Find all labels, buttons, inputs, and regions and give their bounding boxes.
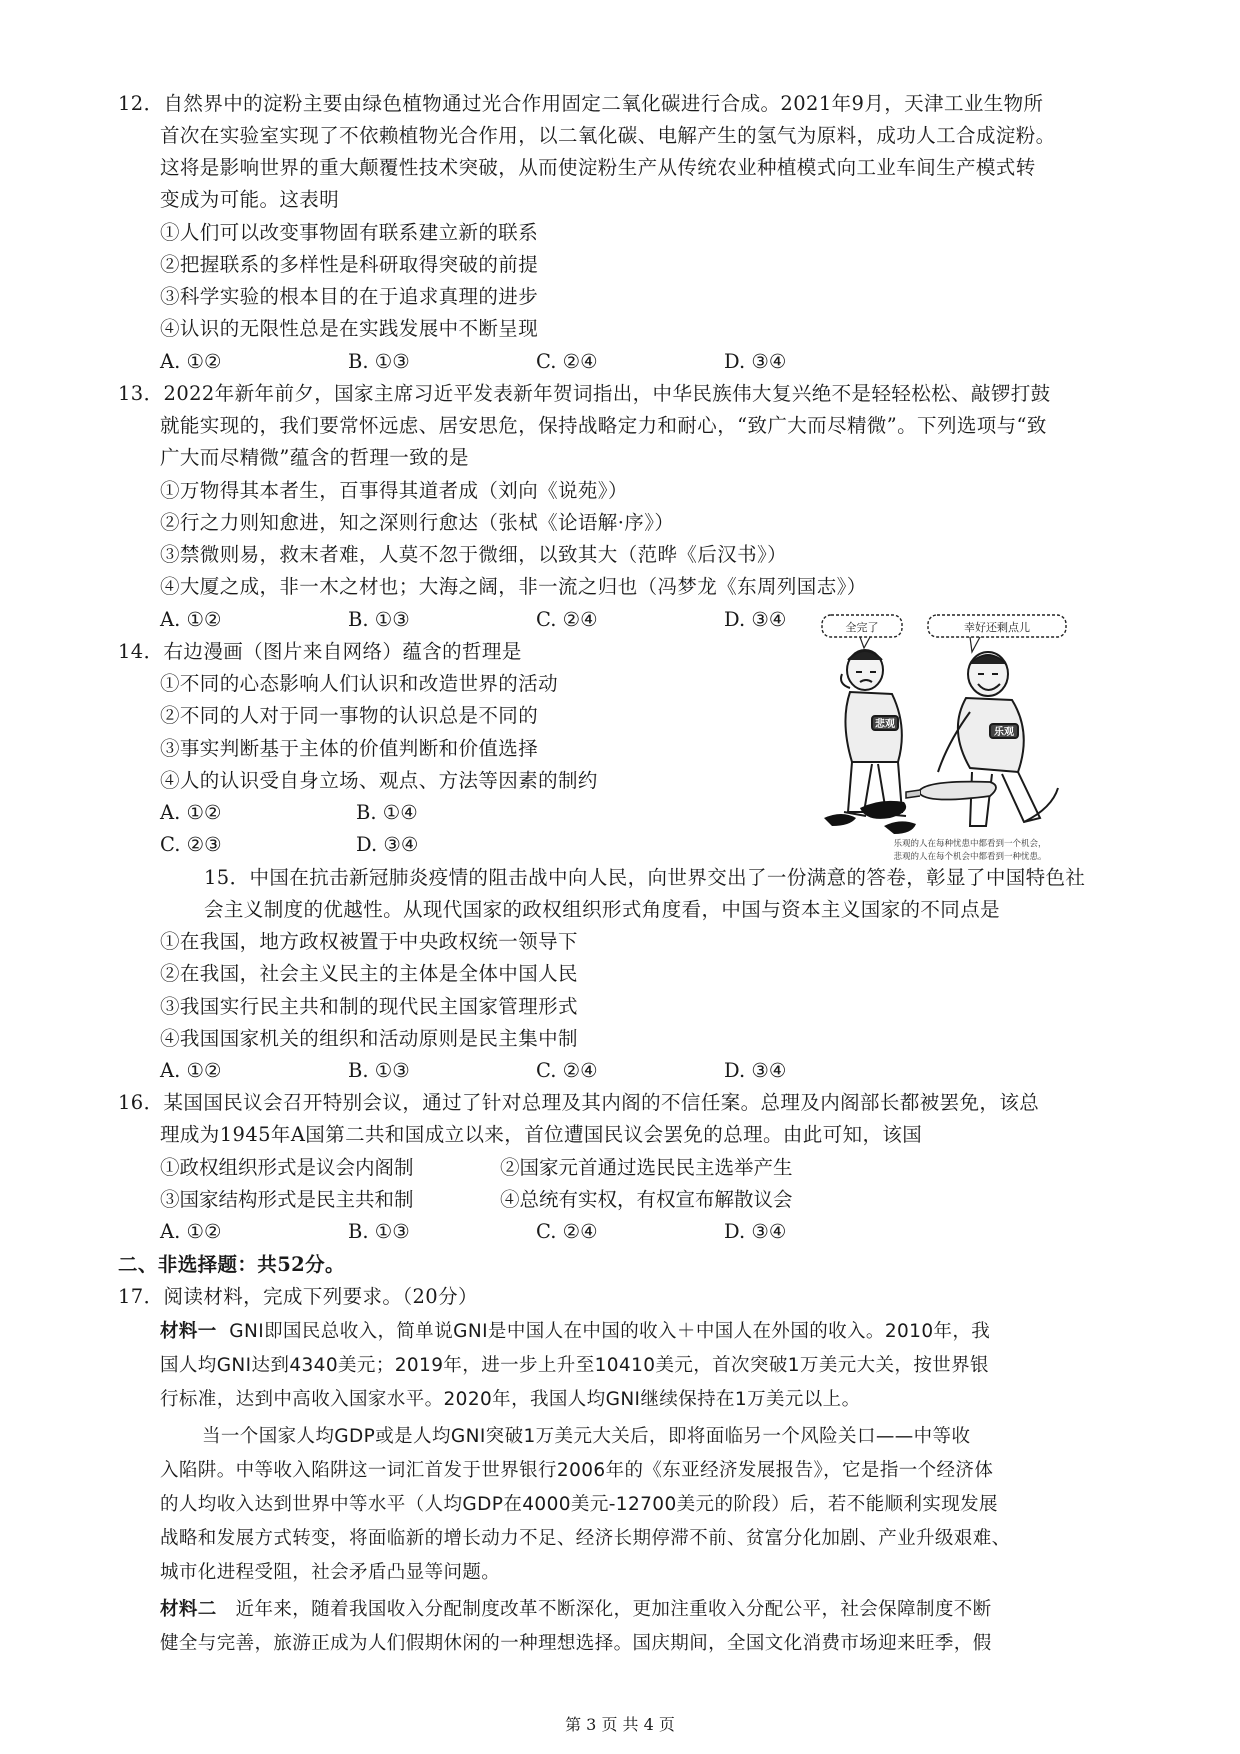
q15-option-d: D. ③④ bbox=[724, 1059, 787, 1082]
shirt-left-text: 悲观 bbox=[875, 719, 895, 730]
q14-option-d: D. ③④ bbox=[356, 833, 419, 856]
q12-stem-line-1: 12．自然界中的淀粉主要由绿色植物通过光合作用固定二氧化碳进行合成。2021年9月，天津工业生物所 bbox=[118, 92, 1044, 115]
q12-item-4: ④认识的无限性总是在实践发展中不断呈现 bbox=[160, 317, 539, 340]
cartoon-image bbox=[820, 612, 1120, 862]
q14-option-b: B. ①④ bbox=[356, 801, 418, 824]
q15-stem-line-2: 会主义制度的优越性。从现代国家的政权组织形式角度看，中国与资本主义国家的不同点是 bbox=[204, 898, 1001, 921]
q16-options bbox=[160, 1218, 786, 1246]
q14-option-a: A. ①② bbox=[160, 801, 222, 824]
q16-items-row-1 bbox=[160, 1154, 793, 1182]
material-2-line-2: 健全与完善，旅游正成为人们假期休闲的一种理想选择。国庆期间，全国文化消费市场迎来旺季，假 bbox=[160, 1633, 992, 1654]
q13-item-1: ①万物得其本者生，百事得其道者成（刘向《说苑》） bbox=[160, 479, 628, 502]
q15-item-2: ②在我国，社会主义民主的主体是全体中国人民 bbox=[160, 962, 578, 985]
q12-item-1: ①人们可以改变事物固有联系建立新的联系 bbox=[160, 221, 539, 244]
cartoon-caption-line-2: 悲观的人在每个机会中都看到一种忧患。 bbox=[893, 852, 1047, 862]
q15-options bbox=[160, 1057, 786, 1085]
q14-stem: 14．右边漫画（图片来自网络）蕴含的哲理是 bbox=[118, 640, 522, 663]
q12-item-2: ②把握联系的多样性是科研取得突破的前提 bbox=[160, 253, 539, 276]
q12-option-d: D. ③④ bbox=[724, 350, 787, 373]
q15-option-a: A. ①② bbox=[160, 1059, 222, 1082]
q16-stem-line-1: 16．某国国民议会召开特别会议，通过了针对总理及其内阁的不信任案。总理及内阁部长都被罢免，该总 bbox=[118, 1091, 1040, 1114]
q16-option-c: C. ②④ bbox=[536, 1220, 598, 1243]
material-1-label: 材料一 bbox=[160, 1321, 217, 1342]
q12-stem-line-3: 这将是影响世界的重大颠覆性技术突破，从而使淀粉生产从传统农业种植模式向工业车间生产模式转 bbox=[160, 156, 1036, 179]
q12-item-3: ③科学实验的根本目的在于追求真理的进步 bbox=[160, 285, 539, 308]
q14-options-row-2 bbox=[160, 831, 418, 859]
material-1-line-8: 城市化进程受阻，社会矛盾凸显等问题。 bbox=[160, 1562, 501, 1583]
shirt-right-text: 乐观 bbox=[994, 727, 1014, 738]
material-1-line-1 bbox=[160, 1318, 990, 1346]
q14-item-3: ③事实判断基于主体的价值判断和价值选择 bbox=[160, 737, 539, 760]
q13-item-4: ④大厦之成，非一木之材也；大海之阔，非一流之归也（冯梦龙《东周列国志》） bbox=[160, 575, 867, 598]
q13-option-d: D. ③④ bbox=[724, 608, 787, 631]
material-1-line-5: 入陷阱。中等收入陷阱这一词汇首发于世界银行2006年的《东亚经济发展报告》，它是指一个经济体 bbox=[160, 1460, 994, 1481]
q13-item-3: ③禁微则易，救末者难，人莫不忽于微细，以致其大（范晔《后汉书》） bbox=[160, 543, 788, 566]
q16-item-4: ④总统有实权，有权宣布解散议会 bbox=[500, 1188, 793, 1211]
q16-stem-line-2: 理成为1945年A国第二共和国成立以来，首位遭国民议会罢免的总理。由此可知，该国 bbox=[160, 1123, 923, 1146]
q13-stem-line-1: 13．2022年新年前夕，国家主席习近平发表新年贺词指出，中华民族伟大复兴绝不是轻轻松松、敲锣打鼓 bbox=[118, 382, 1051, 405]
pessimist-figure bbox=[841, 650, 906, 816]
q14-item-2: ②不同的人对于同一事物的认识总是不同的 bbox=[160, 704, 539, 727]
q14-item-4: ④人的认识受自身立场、观点、方法等因素的制约 bbox=[160, 769, 598, 792]
bubble-left-text: 全完了 bbox=[845, 621, 879, 634]
section-2-heading: 二、非选择题：共52分。 bbox=[118, 1253, 345, 1276]
q17-stem: 17．阅读材料，完成下列要求。（20分） bbox=[118, 1285, 478, 1308]
q16-items-row-2 bbox=[160, 1186, 793, 1214]
q14-options-row-1 bbox=[160, 799, 418, 827]
q12-stem-line-2: 首次在实验室实现了不依赖植物光合作用，以二氧化碳、电解产生的氢气为原料，成功人工合成淀粉。 bbox=[160, 124, 1056, 147]
material-1-line-6: 的人均收入达到世界中等水平（人均GDP在4000美元-12700美元的阶段）后，若不能顺利实现发展 bbox=[160, 1494, 998, 1515]
q13-options bbox=[160, 606, 786, 634]
q12-options bbox=[160, 348, 786, 376]
q16-option-a: A. ①② bbox=[160, 1220, 222, 1243]
q13-option-a: A. ①② bbox=[160, 608, 222, 631]
q15-item-1: ①在我国，地方政权被置于中央政权统一领导下 bbox=[160, 930, 578, 953]
q14-item-1: ①不同的心态影响人们认识和改造世界的活动 bbox=[160, 672, 559, 695]
q16-item-1: ①政权组织形式是议会内阁制 bbox=[160, 1156, 414, 1179]
q12-stem-line-4: 变成为可能。这表明 bbox=[160, 188, 340, 211]
material-2-line-1 bbox=[160, 1596, 992, 1624]
q15-item-4: ④我国国家机关的组织和活动原则是民主集中制 bbox=[160, 1027, 578, 1050]
q14-option-c: C. ②③ bbox=[160, 833, 222, 856]
material-1-line-3: 行标准，达到中高收入国家水平。2020年，我国人均GNI继续保持在1万美元以上。 bbox=[160, 1389, 861, 1410]
material-2-text-1: 近年来，随着我国收入分配制度改革不断深化，更加注重收入分配公平，社会保障制度不断 bbox=[235, 1599, 992, 1620]
q15-option-b: B. ①③ bbox=[348, 1059, 410, 1082]
material-2-label: 材料二 bbox=[160, 1599, 217, 1620]
q13-option-c: C. ②④ bbox=[536, 608, 598, 631]
material-1-text-1: GNI即国民总收入，简单说GNI是中国人在中国的收入＋中国人在外国的收入。2010年，我 bbox=[229, 1321, 991, 1342]
q15-stem-line-1: 15．中国在抗击新冠肺炎疫情的阻击战中向人民，向世界交出了一份满意的答卷，彰显了中国特色社 bbox=[204, 866, 1086, 889]
q15-option-c: C. ②④ bbox=[536, 1059, 598, 1082]
q16-item-3: ③国家结构形式是民主共和制 bbox=[160, 1188, 414, 1211]
bubble-right-text: 幸好还剩点儿 bbox=[964, 621, 1030, 634]
q13-option-b: B. ①③ bbox=[348, 608, 410, 631]
material-1-line-2: 国人均GNI达到4340美元；2019年，进一步上升至10410美元，首次突破1万美元大关，按世界银 bbox=[160, 1355, 989, 1376]
q12-option-b: B. ①③ bbox=[348, 350, 410, 373]
page-footer: 第 3 页 共 4 页 bbox=[565, 1715, 675, 1734]
q16-option-b: B. ①③ bbox=[348, 1220, 410, 1243]
material-1-line-7: 战略和发展方式转变，将面临新的增长动力不足、经济长期停滞不前、贫富分化加剧、产业升级艰难、 bbox=[160, 1528, 1011, 1549]
q12-option-c: C. ②④ bbox=[536, 350, 598, 373]
q12-option-a: A. ①② bbox=[160, 350, 222, 373]
q16-item-2: ②国家元首通过选民民主选举产生 bbox=[500, 1156, 793, 1179]
q13-item-2: ②行之力则知愈进，知之深则行愈达（张栻《论语解·序》） bbox=[160, 511, 675, 534]
material-1-line-4: 当一个国家人均GDP或是人均GNI突破1万美元大关后，即将面临另一个风险关口——中等收 bbox=[202, 1426, 971, 1447]
cartoon-caption-line-1: 乐观的人在每种忧患中都看到一个机会， bbox=[893, 839, 1047, 849]
q13-stem-line-2: 就能实现的，我们要常怀远虑、居安思危，保持战略定力和耐心，“致广大而尽精微”。下列选项与“致 bbox=[160, 414, 1047, 437]
q16-option-d: D. ③④ bbox=[724, 1220, 787, 1243]
q15-item-3: ③我国实行民主共和制的现代民主国家管理形式 bbox=[160, 995, 578, 1018]
q13-stem-line-3: 广大而尽精微”蕴含的哲理一致的是 bbox=[160, 446, 469, 469]
